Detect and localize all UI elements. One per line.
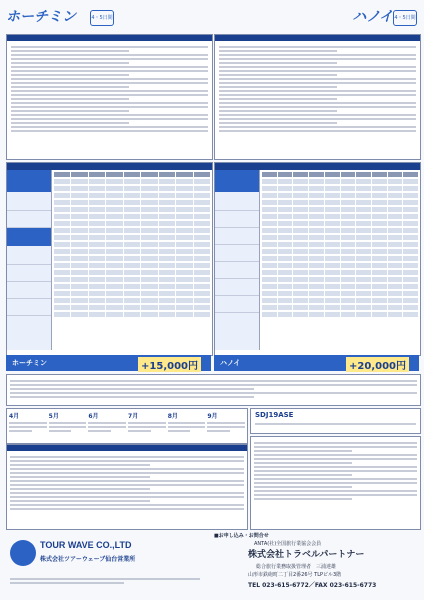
- right-price-grid: [260, 170, 420, 350]
- left-price-grid: [52, 170, 212, 350]
- right-itinerary-table: [214, 34, 421, 160]
- tour-wave-logo: [10, 540, 36, 566]
- notes-strip: [6, 374, 421, 406]
- left-hotel-column: [7, 170, 52, 350]
- tour-code-box: [250, 408, 421, 434]
- inquiry-label: ■お申し込み・お問合せ: [214, 533, 269, 539]
- right-duration-badge: 4・5日間: [393, 10, 417, 26]
- conditions-right: [250, 436, 421, 530]
- calendar-month-label: 7月: [128, 413, 139, 420]
- right-surcharge-heading: ハノイ: [220, 359, 241, 367]
- left-itinerary-table: [6, 34, 213, 160]
- calendar-month-label: 9月: [207, 413, 218, 420]
- calendar-month-label: 6月: [88, 413, 99, 420]
- calendar-month-label: 8月: [167, 413, 178, 420]
- right-surcharge-bar: [214, 355, 419, 371]
- association-label: ANTA(社)全国旅行業協会会員: [254, 541, 322, 547]
- calendar-month-label: 5月: [48, 413, 59, 420]
- right-surcharge-price: +20,000円: [346, 357, 409, 372]
- right-price-table: [214, 162, 421, 356]
- footer-brand-jp: 株式会社ツアーウェーブ仙台営業所: [40, 556, 136, 563]
- address-line-1: 総合旅行業務取扱管理者 三浦達雄: [256, 564, 337, 570]
- footer-left: [6, 532, 206, 596]
- phone-line: TEL 023-615-6772／FAX 023-615-6773: [248, 582, 377, 589]
- calendar-month-label: 4月: [9, 413, 20, 420]
- tour-code: SDJ19ASE: [255, 411, 294, 419]
- right-page-title: ハノイ: [352, 9, 393, 25]
- left-surcharge-bar: [6, 355, 211, 371]
- left-surcharge-price: +15,000円: [138, 357, 201, 372]
- left-surcharge-heading: ホーチミン: [12, 359, 47, 367]
- right-hotel-column: [215, 170, 260, 350]
- left-duration-badge: 4・5日間: [90, 10, 114, 26]
- travel-conditions: [6, 444, 248, 530]
- right-price-table-header: [215, 163, 420, 170]
- partner-name: 株式会社トラベルパートナー: [248, 550, 365, 560]
- footer-right: [214, 532, 419, 596]
- left-page-title: ホーチミン: [6, 9, 76, 25]
- left-price-table: [6, 162, 213, 356]
- departure-calendar: [6, 408, 248, 444]
- footer-brand: TOUR WAVE CO.,LTD: [40, 540, 132, 550]
- address-line-2: 山形市鉄砲町二丁目2番26号 TLPビル3階: [248, 572, 342, 578]
- left-price-table-header: [7, 163, 212, 170]
